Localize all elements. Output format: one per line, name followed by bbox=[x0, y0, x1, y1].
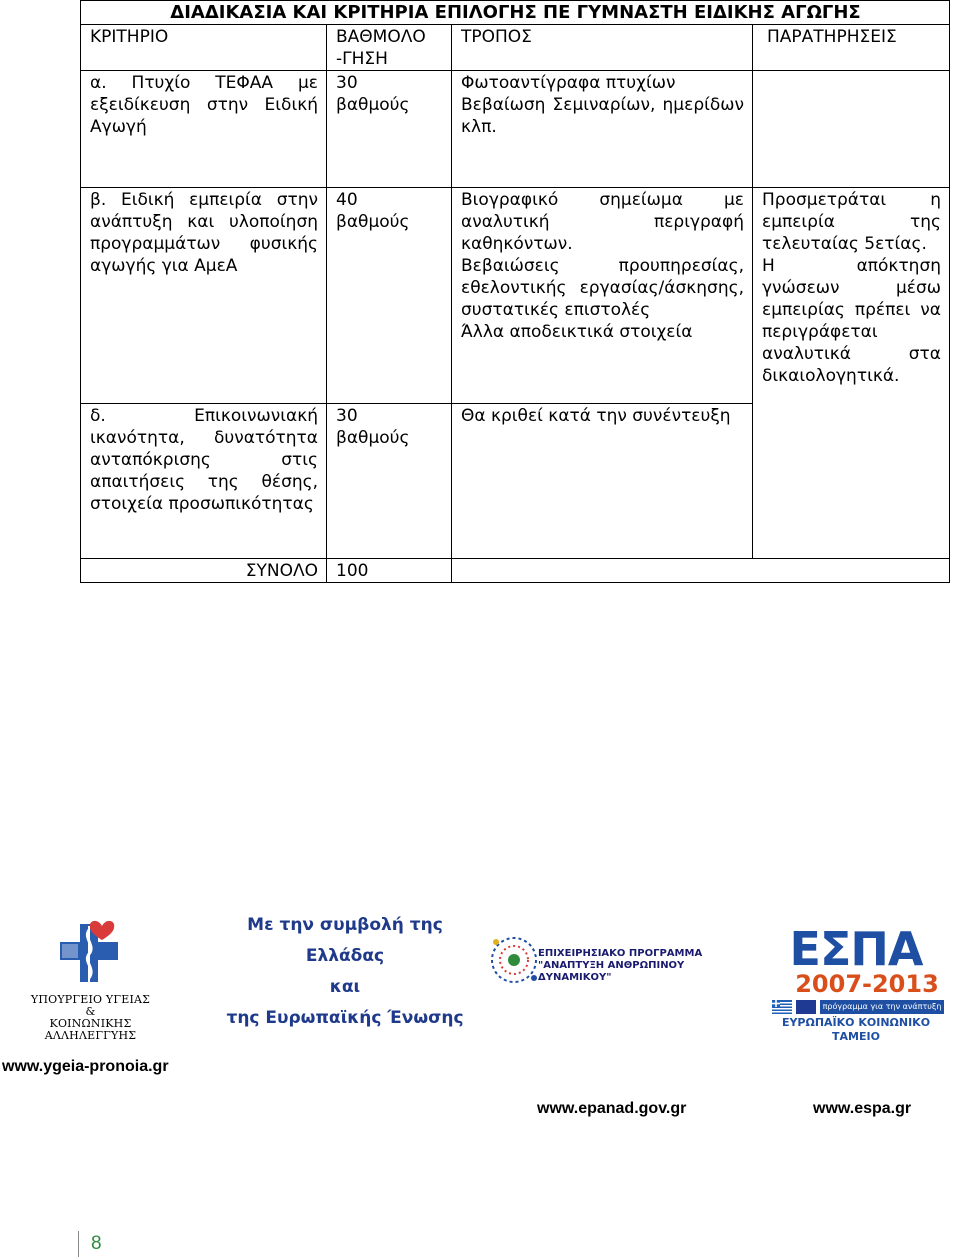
ministry-name-line: ΥΠΟΥΡΓΕΙΟ ΥΓΕΙΑΣ bbox=[30, 993, 151, 1006]
ministry-logo bbox=[8, 916, 173, 1042]
contribution-text bbox=[222, 910, 468, 1034]
table-row bbox=[81, 188, 950, 404]
method-line: Φωτοαντίγραφα πτυχίων bbox=[461, 73, 676, 93]
score-cell bbox=[327, 404, 452, 559]
table-row bbox=[81, 71, 950, 188]
header-criterion: ΚΡΙΤΗΡΙΟ bbox=[81, 25, 327, 71]
total-value: 100 bbox=[327, 559, 452, 583]
espa-fund: ΕΥΡΩΠΑΪΚΟ ΚΟΙΝΩΝΙΚΟ ΤΑΜΕΙΟ bbox=[781, 1016, 931, 1043]
greek-flag-icon bbox=[772, 1000, 792, 1014]
page-number: 8 bbox=[78, 1231, 102, 1257]
contribution-line: και bbox=[329, 977, 361, 997]
epanad-title-line: "ΑΝΑΠΤΥΞΗ ΑΝΘΡΩΠΙΝΟΥ ΔΥΝΑΜΙΚΟΥ" bbox=[538, 960, 685, 983]
header-score bbox=[327, 25, 452, 71]
espa-url-link[interactable]: www.espa.gr bbox=[813, 1100, 912, 1117]
notes-cell bbox=[753, 404, 950, 559]
score-unit: βαθμούς bbox=[336, 95, 410, 115]
total-empty bbox=[452, 559, 950, 583]
method-line: Θα κριθεί κατά την συνέντευξη bbox=[461, 406, 731, 426]
header-score-line2: -ΓΗΣΗ bbox=[336, 49, 388, 69]
ygeia-url-link[interactable]: www.ygeia-pronoia.gr bbox=[2, 1058, 169, 1075]
epanad-title-line: ΕΠΙΧΕΙΡΗΣΙΑΚΟ ΠΡΟΓΡΑΜΜΑ bbox=[538, 948, 703, 959]
ministry-name bbox=[8, 994, 173, 1042]
contribution-line: της Ευρωπαϊκής Ένωσης bbox=[226, 1008, 464, 1028]
criteria-table bbox=[80, 0, 950, 583]
table-row bbox=[81, 404, 950, 559]
contribution-line: Με την συμβολή της bbox=[247, 915, 443, 935]
header-notes: ΠΑΡΑΤΗΡΗΣΕΙΣ bbox=[753, 25, 950, 71]
notes-cell bbox=[753, 188, 950, 404]
epanad-emblem-icon bbox=[486, 928, 542, 992]
score-value: 30 bbox=[336, 73, 358, 93]
notes-line: Προσμετράται η εμπειρία της τελευταίας 5ετίας. bbox=[762, 190, 941, 254]
score-cell bbox=[327, 71, 452, 188]
espa-years: 2007-2013 bbox=[795, 970, 939, 998]
table-title: ΔΙΑΔΙΚΑΣΙΑ ΚΑΙ ΚΡΙΤΗΡΙΑ ΕΠΙΛΟΓΗΣ ΠΕ ΓΥΜΝΑΣΤΗ ΕΙΔΙΚΗΣ ΑΓΩΓΗΣ bbox=[81, 1, 950, 25]
score-value: 40 bbox=[336, 190, 358, 210]
ministry-name-line: & bbox=[85, 1005, 96, 1018]
epanad-url-link[interactable]: www.epanad.gov.gr bbox=[537, 1100, 687, 1117]
method-line: Βεβαίωση Σεμιναρίων, ημερίδων κλπ. bbox=[461, 95, 744, 137]
eu-flag-icon bbox=[796, 1000, 816, 1014]
criterion-cell: α. Πτυχίο ΤΕΦΑΑ με εξειδίκευση στην Ειδική Αγωγή bbox=[81, 71, 327, 188]
table-header-row bbox=[81, 25, 950, 71]
epanad-title bbox=[538, 948, 758, 984]
criterion-cell: β. Ειδική εμπειρία στην ανάπτυξη και υλοποίηση προγραμμάτων φυσικής αγωγής για ΑμεΑ bbox=[81, 188, 327, 404]
criterion-cell: δ. Επικοινωνιακή ικανότητα, δυνατότητα ανταπόκρισης στις απαιτήσεις της θέσης, στοιχεία προσωπικότητας bbox=[81, 404, 327, 559]
method-cell bbox=[452, 188, 753, 404]
method-line: Άλλα αποδεικτικά στοιχεία bbox=[461, 322, 693, 342]
score-unit: βαθμούς bbox=[336, 428, 410, 448]
header-score-line1: ΒΑΘΜΟΛΟ bbox=[336, 27, 426, 47]
total-row bbox=[81, 559, 950, 583]
espa-logo bbox=[762, 922, 952, 1043]
method-cell bbox=[452, 404, 753, 559]
espa-word: ΕΣΠΑ bbox=[789, 922, 923, 976]
epanad-logo bbox=[486, 924, 756, 1004]
table-title-row bbox=[81, 1, 950, 25]
score-cell bbox=[327, 188, 452, 404]
total-label: ΣΥΝΟΛΟ bbox=[81, 559, 327, 583]
espa-slogan: πρόγραμμα για την ανάπτυξη bbox=[820, 1000, 944, 1014]
method-cell bbox=[452, 71, 753, 188]
method-line: Βιογραφικό σημείωμα με αναλυτική περιγραφή καθηκόντων. bbox=[461, 190, 744, 254]
contribution-line: Ελλάδας bbox=[305, 946, 385, 966]
score-unit: βαθμούς bbox=[336, 212, 410, 232]
ministry-name-line: ΚΟΙΝΩΝΙΚΗΣ ΑΛΛΗΛΕΓΓΥΗΣ bbox=[44, 1017, 137, 1042]
health-cross-icon bbox=[58, 916, 122, 986]
espa-strip bbox=[768, 1000, 944, 1014]
header-method: ΤΡΟΠΟΣ bbox=[452, 25, 753, 71]
notes-line: Η απόκτηση γνώσεων μέσω εμπειρίας πρέπει να περιγράφεται αναλυτικά στα δικαιολογητικά. bbox=[762, 256, 941, 386]
notes-cell bbox=[753, 71, 950, 188]
method-line: Βεβαιώσεις προυπηρεσίας, εθελοντικής εργασίας/άσκησης, συστατικές επιστολές bbox=[461, 256, 744, 320]
score-value: 30 bbox=[336, 406, 358, 426]
